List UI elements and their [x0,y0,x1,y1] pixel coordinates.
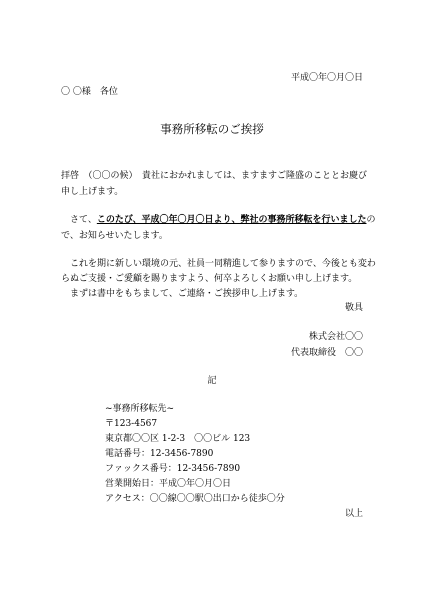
access-info: アクセス：〇〇線〇〇駅〇出口から徒歩〇分 [105,494,285,504]
greeting-line-2: 申し上げます。 [61,187,124,197]
business-start-date: 営業開始日：平成〇年〇月〇日 [105,479,232,489]
body-line-1: これを期に新しい環境の元、社員一同精進して参りますので、今後とも変わ [70,259,376,269]
address: 東京都〇〇区 1-2-3 〇〇ビル 123 [105,434,251,444]
phone-number: 電話番号：12-3456-7890 [105,449,214,459]
notice-line-1 [70,214,376,226]
end-ijou: 以上 [344,509,363,519]
letter-date: 平成〇年〇月〇日 [290,73,363,83]
body-line-2: らぬご支援・ご愛顧を賜りますよう、何卒よろしくお願い申し上げます。 [61,274,358,284]
closing-keigu: 敬具 [344,303,363,313]
notice-suffix: の [366,215,376,225]
notice-prefix: さて、 [70,215,97,225]
company-name: 株式会社〇〇 [308,332,363,342]
recipient: 〇 〇様 各位 [61,87,118,97]
postal-code: 〒123-4567 [105,419,158,429]
greeting-line-1: 拝啓 （〇〇の候） 貴社におかれましては、ますますご隆盛のこととお慶び [61,171,368,181]
notice-emphasis: このたび、平成〇年〇月〇日より、弊社の事務所移転を行いました [96,215,367,225]
representative: 代表取締役 〇〇 [290,348,363,358]
letter-title: 事務所移転のご挨拶 [160,122,264,136]
details-heading: ~事務所移転先~ [105,404,175,414]
ki-heading: 記 [207,376,217,386]
fax-number: ファックス番号：12-3456-7890 [105,464,241,474]
notice-line-2: で、お知らせいたします。 [61,231,168,241]
body-line-3: まずは書中をもちまして、ご連絡・ご挨拶申し上げます。 [70,289,304,299]
